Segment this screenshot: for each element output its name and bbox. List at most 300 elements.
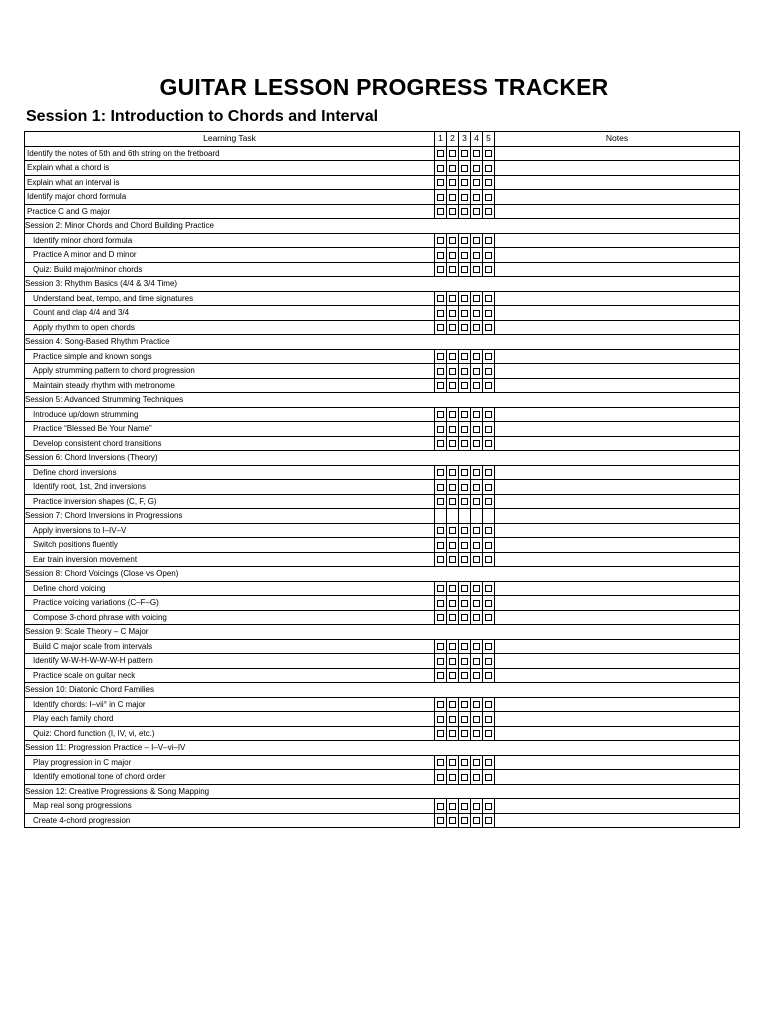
rating-cell-5 <box>483 436 495 451</box>
checkbox-icon[interactable] <box>461 556 468 563</box>
session-heading-row <box>25 219 740 234</box>
checkbox-icon[interactable] <box>473 585 480 592</box>
checkbox-icon[interactable] <box>437 469 444 476</box>
checkbox-icon[interactable] <box>473 266 480 273</box>
checkbox-icon[interactable] <box>485 672 492 679</box>
checkbox-icon[interactable] <box>437 353 444 360</box>
rating-cell-3 <box>459 639 471 654</box>
checkbox-icon[interactable] <box>437 368 444 375</box>
rating-cell-5 <box>483 422 495 437</box>
notes-cell[interactable] <box>495 378 740 393</box>
checkbox-icon[interactable] <box>461 484 468 491</box>
checkbox-icon[interactable] <box>461 165 468 172</box>
checkbox-icon[interactable] <box>461 672 468 679</box>
task-row <box>25 422 740 437</box>
checkbox-icon[interactable] <box>437 600 444 607</box>
task-label: Identify chords: I–vii° in C major <box>25 697 435 712</box>
task-label: Maintain steady rhythm with metronome <box>25 378 435 393</box>
checkbox-icon[interactable] <box>473 803 480 810</box>
rating-cell-3 <box>459 146 471 161</box>
checkbox-icon[interactable] <box>473 252 480 259</box>
task-row <box>25 712 740 727</box>
rating-cell-3 <box>459 494 471 509</box>
notes-cell[interactable] <box>495 233 740 248</box>
checkbox-icon[interactable] <box>437 672 444 679</box>
notes-cell[interactable] <box>495 146 740 161</box>
session-heading-row <box>25 683 740 698</box>
rating-cell-3 <box>459 364 471 379</box>
rating-cell-2 <box>447 349 459 364</box>
checkbox-icon[interactable] <box>461 324 468 331</box>
checkbox-icon[interactable] <box>449 658 456 665</box>
checkbox-icon[interactable] <box>461 295 468 302</box>
notes-cell[interactable] <box>495 552 740 567</box>
task-label: Identify W-W-H-W-W-W-H pattern <box>25 654 435 669</box>
checkbox-icon[interactable] <box>437 411 444 418</box>
checkbox-icon[interactable] <box>473 426 480 433</box>
checkbox-icon[interactable] <box>461 368 468 375</box>
checkbox-icon[interactable] <box>449 426 456 433</box>
column-header-4: 4 <box>471 132 483 147</box>
checkbox-icon[interactable] <box>473 150 480 157</box>
checkbox-icon[interactable] <box>473 165 480 172</box>
checkbox-icon[interactable] <box>461 150 468 157</box>
notes-cell[interactable] <box>495 494 740 509</box>
checkbox-icon[interactable] <box>485 484 492 491</box>
checkbox-icon[interactable] <box>485 310 492 317</box>
task-row <box>25 436 740 451</box>
checkbox-icon[interactable] <box>449 411 456 418</box>
notes-cell[interactable] <box>495 813 740 828</box>
checkbox-icon[interactable] <box>485 716 492 723</box>
task-label: Identify the notes of 5th and 6th string on the fretboard <box>25 146 435 161</box>
checkbox-icon[interactable] <box>473 411 480 418</box>
checkbox-icon[interactable] <box>485 759 492 766</box>
checkbox-icon[interactable] <box>449 716 456 723</box>
checkbox-icon[interactable] <box>485 658 492 665</box>
checkbox-icon[interactable] <box>449 759 456 766</box>
checkbox-icon[interactable] <box>485 368 492 375</box>
notes-cell[interactable] <box>495 523 740 538</box>
notes-cell[interactable] <box>495 596 740 611</box>
rating-cell-2 <box>447 639 459 654</box>
checkbox-icon[interactable] <box>485 440 492 447</box>
checkbox-icon[interactable] <box>485 194 492 201</box>
checkbox-icon[interactable] <box>437 614 444 621</box>
checkbox-icon[interactable] <box>437 556 444 563</box>
rating-cell-4 <box>471 175 483 190</box>
notes-cell[interactable] <box>495 726 740 741</box>
checkbox-icon[interactable] <box>437 484 444 491</box>
task-row <box>25 552 740 567</box>
notes-cell[interactable] <box>495 480 740 495</box>
notes-cell[interactable] <box>495 175 740 190</box>
task-label: Compose 3-chord phrase with voicing <box>25 610 435 625</box>
session-heading: Session 8: Chord Voicings (Close vs Open) <box>25 567 740 582</box>
checkbox-icon[interactable] <box>473 194 480 201</box>
checkbox-icon[interactable] <box>449 672 456 679</box>
notes-cell[interactable] <box>495 770 740 785</box>
checkbox-icon[interactable] <box>485 469 492 476</box>
task-label: Practice simple and known songs <box>25 349 435 364</box>
checkbox-icon[interactable] <box>473 614 480 621</box>
checkbox-icon[interactable] <box>449 165 456 172</box>
checkbox-icon[interactable] <box>449 266 456 273</box>
checkbox-icon[interactable] <box>461 803 468 810</box>
rating-cell-3 <box>459 755 471 770</box>
checkbox-icon[interactable] <box>485 208 492 215</box>
checkbox-icon[interactable] <box>461 469 468 476</box>
checkbox-icon[interactable] <box>437 730 444 737</box>
checkbox-icon[interactable] <box>485 165 492 172</box>
checkbox-icon[interactable] <box>461 382 468 389</box>
task-label: Practice “Blessed Be Your Name” <box>25 422 435 437</box>
checkbox-icon[interactable] <box>437 774 444 781</box>
checkbox-icon[interactable] <box>473 701 480 708</box>
notes-cell[interactable] <box>495 436 740 451</box>
task-row <box>25 480 740 495</box>
notes-cell[interactable] <box>495 190 740 205</box>
rating-cell-2 <box>447 610 459 625</box>
rating-cell-2 <box>447 552 459 567</box>
notes-cell[interactable] <box>495 799 740 814</box>
session-heading-row <box>25 335 740 350</box>
rating-cell-2 <box>447 146 459 161</box>
task-label: Develop consistent chord transitions <box>25 436 435 451</box>
task-label: Identify root, 1st, 2nd inversions <box>25 480 435 495</box>
checkbox-icon[interactable] <box>485 774 492 781</box>
notes-cell[interactable] <box>495 610 740 625</box>
checkbox-icon[interactable] <box>437 498 444 505</box>
checkbox-icon[interactable] <box>437 426 444 433</box>
task-row <box>25 596 740 611</box>
checkbox-icon[interactable] <box>449 643 456 650</box>
checkbox-icon[interactable] <box>449 310 456 317</box>
rating-cell-5 <box>483 262 495 277</box>
notes-cell[interactable] <box>495 306 740 321</box>
checkbox-icon[interactable] <box>473 600 480 607</box>
checkbox-icon[interactable] <box>449 368 456 375</box>
checkbox-icon[interactable] <box>485 179 492 186</box>
checkbox-icon[interactable] <box>437 585 444 592</box>
checkbox-icon[interactable] <box>449 469 456 476</box>
checkbox-icon[interactable] <box>461 237 468 244</box>
checkbox-icon[interactable] <box>437 817 444 824</box>
rating-cell-1 <box>435 422 447 437</box>
checkbox-icon[interactable] <box>485 353 492 360</box>
checkbox-icon[interactable] <box>449 324 456 331</box>
task-label: Identify minor chord formula <box>25 233 435 248</box>
notes-cell[interactable] <box>495 407 740 422</box>
checkbox-icon[interactable] <box>473 672 480 679</box>
checkbox-icon[interactable] <box>473 353 480 360</box>
rating-cell-4 <box>471 639 483 654</box>
rating-cell-5 <box>483 755 495 770</box>
task-label: Identify emotional tone of chord order <box>25 770 435 785</box>
checkbox-icon[interactable] <box>449 179 456 186</box>
task-row <box>25 407 740 422</box>
checkbox-icon[interactable] <box>437 658 444 665</box>
checkbox-icon[interactable] <box>449 585 456 592</box>
checkbox-icon[interactable] <box>473 310 480 317</box>
table-body <box>25 146 740 828</box>
checkbox-icon[interactable] <box>449 150 456 157</box>
checkbox-icon[interactable] <box>473 556 480 563</box>
checkbox-icon[interactable] <box>437 382 444 389</box>
rating-cell-2 <box>447 697 459 712</box>
notes-cell[interactable] <box>495 262 740 277</box>
notes-cell[interactable] <box>495 204 740 219</box>
checkbox-icon[interactable] <box>461 527 468 534</box>
checkbox-icon[interactable] <box>449 353 456 360</box>
checkbox-icon[interactable] <box>461 179 468 186</box>
rating-cell-4 <box>471 378 483 393</box>
checkbox-icon[interactable] <box>485 817 492 824</box>
checkbox-icon[interactable] <box>461 498 468 505</box>
rating-cell-5 <box>483 654 495 669</box>
checkbox-icon[interactable] <box>449 600 456 607</box>
checkbox-icon[interactable] <box>437 310 444 317</box>
checkbox-icon[interactable] <box>449 208 456 215</box>
checkbox-icon[interactable] <box>485 701 492 708</box>
checkbox-icon[interactable] <box>473 527 480 534</box>
checkbox-icon[interactable] <box>461 701 468 708</box>
checkbox-icon[interactable] <box>485 411 492 418</box>
checkbox-icon[interactable] <box>449 484 456 491</box>
rating-cell-4 <box>471 204 483 219</box>
checkbox-icon[interactable] <box>485 730 492 737</box>
checkbox-icon[interactable] <box>449 194 456 201</box>
checkbox-icon[interactable] <box>437 643 444 650</box>
checkbox-icon[interactable] <box>473 817 480 824</box>
checkbox-icon[interactable] <box>485 295 492 302</box>
rating-cell-2 <box>447 204 459 219</box>
checkbox-icon[interactable] <box>449 498 456 505</box>
checkbox-icon[interactable] <box>485 803 492 810</box>
task-row <box>25 204 740 219</box>
checkbox-icon[interactable] <box>485 498 492 505</box>
checkbox-icon[interactable] <box>485 527 492 534</box>
rating-cell-3 <box>459 436 471 451</box>
notes-cell[interactable] <box>495 654 740 669</box>
rating-cell-2 <box>447 538 459 553</box>
checkbox-icon[interactable] <box>449 614 456 621</box>
task-row <box>25 523 740 538</box>
notes-cell[interactable] <box>495 422 740 437</box>
checkbox-icon[interactable] <box>461 658 468 665</box>
checkbox-icon[interactable] <box>437 803 444 810</box>
checkbox-icon[interactable] <box>473 208 480 215</box>
checkbox-icon[interactable] <box>485 150 492 157</box>
notes-cell[interactable] <box>495 465 740 480</box>
checkbox-icon[interactable] <box>449 701 456 708</box>
rating-cell <box>471 509 483 524</box>
checkbox-icon[interactable] <box>473 730 480 737</box>
checkbox-icon[interactable] <box>437 165 444 172</box>
session-heading: Session 6: Chord Inversions (Theory) <box>25 451 740 466</box>
checkbox-icon[interactable] <box>461 716 468 723</box>
rating-cell-3 <box>459 480 471 495</box>
notes-cell[interactable] <box>495 509 740 524</box>
checkbox-icon[interactable] <box>449 730 456 737</box>
notes-cell[interactable] <box>495 668 740 683</box>
checkbox-icon[interactable] <box>437 150 444 157</box>
notes-cell[interactable] <box>495 364 740 379</box>
checkbox-icon[interactable] <box>473 295 480 302</box>
checkbox-icon[interactable] <box>449 527 456 534</box>
task-label: Quiz: Build major/minor chords <box>25 262 435 277</box>
rating-cell-1 <box>435 364 447 379</box>
checkbox-icon[interactable] <box>437 266 444 273</box>
checkbox-icon[interactable] <box>437 295 444 302</box>
rating-cell-5 <box>483 233 495 248</box>
checkbox-icon[interactable] <box>473 759 480 766</box>
checkbox-icon[interactable] <box>461 426 468 433</box>
notes-cell[interactable] <box>495 538 740 553</box>
notes-cell[interactable] <box>495 639 740 654</box>
checkbox-icon[interactable] <box>485 600 492 607</box>
rating-cell-5 <box>483 364 495 379</box>
checkbox-icon[interactable] <box>449 440 456 447</box>
checkbox-icon[interactable] <box>449 803 456 810</box>
checkbox-icon[interactable] <box>449 237 456 244</box>
checkbox-icon[interactable] <box>437 252 444 259</box>
checkbox-icon[interactable] <box>485 585 492 592</box>
rating-cell-3 <box>459 581 471 596</box>
notes-cell[interactable] <box>495 320 740 335</box>
checkbox-icon[interactable] <box>473 469 480 476</box>
checkbox-icon[interactable] <box>437 194 444 201</box>
session-heading: Session 11: Progression Practice – I–V–vi–IV <box>25 741 740 756</box>
checkbox-icon[interactable] <box>461 310 468 317</box>
checkbox-icon[interactable] <box>461 542 468 549</box>
checkbox-icon[interactable] <box>461 730 468 737</box>
checkbox-icon[interactable] <box>461 440 468 447</box>
rating-cell-4 <box>471 190 483 205</box>
checkbox-icon[interactable] <box>473 774 480 781</box>
checkbox-icon[interactable] <box>473 484 480 491</box>
checkbox-icon[interactable] <box>449 817 456 824</box>
checkbox-icon[interactable] <box>437 759 444 766</box>
checkbox-icon[interactable] <box>485 237 492 244</box>
checkbox-icon[interactable] <box>437 542 444 549</box>
rating-cell-4 <box>471 306 483 321</box>
notes-cell[interactable] <box>495 755 740 770</box>
checkbox-icon[interactable] <box>485 556 492 563</box>
checkbox-icon[interactable] <box>485 542 492 549</box>
rating-cell-3 <box>459 306 471 321</box>
checkbox-icon[interactable] <box>473 368 480 375</box>
checkbox-icon[interactable] <box>485 382 492 389</box>
task-row <box>25 726 740 741</box>
checkbox-icon[interactable] <box>449 542 456 549</box>
checkbox-icon[interactable] <box>473 382 480 389</box>
notes-cell[interactable] <box>495 349 740 364</box>
rating-cell-3 <box>459 407 471 422</box>
rating-cell-1 <box>435 175 447 190</box>
checkbox-icon[interactable] <box>473 237 480 244</box>
checkbox-icon[interactable] <box>437 701 444 708</box>
notes-cell[interactable] <box>495 697 740 712</box>
checkbox-icon[interactable] <box>461 266 468 273</box>
checkbox-icon[interactable] <box>449 295 456 302</box>
checkbox-icon[interactable] <box>449 774 456 781</box>
checkbox-icon[interactable] <box>437 179 444 186</box>
rating-cell <box>459 509 471 524</box>
checkbox-icon[interactable] <box>473 658 480 665</box>
rating-cell-4 <box>471 233 483 248</box>
checkbox-icon[interactable] <box>437 208 444 215</box>
task-label: Explain what an interval is <box>25 175 435 190</box>
checkbox-icon[interactable] <box>449 382 456 389</box>
rating-cell-3 <box>459 161 471 176</box>
checkbox-icon[interactable] <box>449 252 456 259</box>
checkbox-icon[interactable] <box>449 556 456 563</box>
rating-cell-1 <box>435 146 447 161</box>
checkbox-icon[interactable] <box>461 194 468 201</box>
task-row <box>25 349 740 364</box>
notes-cell[interactable] <box>495 248 740 263</box>
checkbox-icon[interactable] <box>461 643 468 650</box>
checkbox-icon[interactable] <box>437 440 444 447</box>
checkbox-icon[interactable] <box>473 542 480 549</box>
task-row <box>25 697 740 712</box>
checkbox-icon[interactable] <box>437 324 444 331</box>
task-label: Count and clap 4/4 and 3/4 <box>25 306 435 321</box>
checkbox-icon[interactable] <box>461 353 468 360</box>
checkbox-icon[interactable] <box>437 716 444 723</box>
checkbox-icon[interactable] <box>485 252 492 259</box>
checkbox-icon[interactable] <box>461 614 468 621</box>
checkbox-icon[interactable] <box>437 527 444 534</box>
task-label: Map real song progressions <box>25 799 435 814</box>
checkbox-icon[interactable] <box>485 643 492 650</box>
session-heading-row <box>25 625 740 640</box>
checkbox-icon[interactable] <box>461 759 468 766</box>
checkbox-icon[interactable] <box>461 208 468 215</box>
checkbox-icon[interactable] <box>473 716 480 723</box>
rating-cell-4 <box>471 610 483 625</box>
rating-cell-1 <box>435 813 447 828</box>
checkbox-icon[interactable] <box>461 252 468 259</box>
checkbox-icon[interactable] <box>473 179 480 186</box>
notes-cell[interactable] <box>495 712 740 727</box>
notes-cell[interactable] <box>495 161 740 176</box>
notes-cell[interactable] <box>495 581 740 596</box>
checkbox-icon[interactable] <box>485 614 492 621</box>
rating-cell <box>435 509 447 524</box>
checkbox-icon[interactable] <box>461 774 468 781</box>
rating-cell-3 <box>459 262 471 277</box>
checkbox-icon[interactable] <box>461 585 468 592</box>
checkbox-icon[interactable] <box>461 600 468 607</box>
rating-cell-5 <box>483 799 495 814</box>
checkbox-icon[interactable] <box>485 266 492 273</box>
rating-cell-2 <box>447 422 459 437</box>
checkbox-icon[interactable] <box>461 817 468 824</box>
notes-cell[interactable] <box>495 291 740 306</box>
rating-cell-4 <box>471 654 483 669</box>
checkbox-icon[interactable] <box>485 324 492 331</box>
checkbox-icon[interactable] <box>473 498 480 505</box>
rating-cell-1 <box>435 639 447 654</box>
checkbox-icon[interactable] <box>485 426 492 433</box>
checkbox-icon[interactable] <box>473 440 480 447</box>
checkbox-icon[interactable] <box>437 237 444 244</box>
checkbox-icon[interactable] <box>473 324 480 331</box>
checkbox-icon[interactable] <box>473 643 480 650</box>
checkbox-icon[interactable] <box>461 411 468 418</box>
